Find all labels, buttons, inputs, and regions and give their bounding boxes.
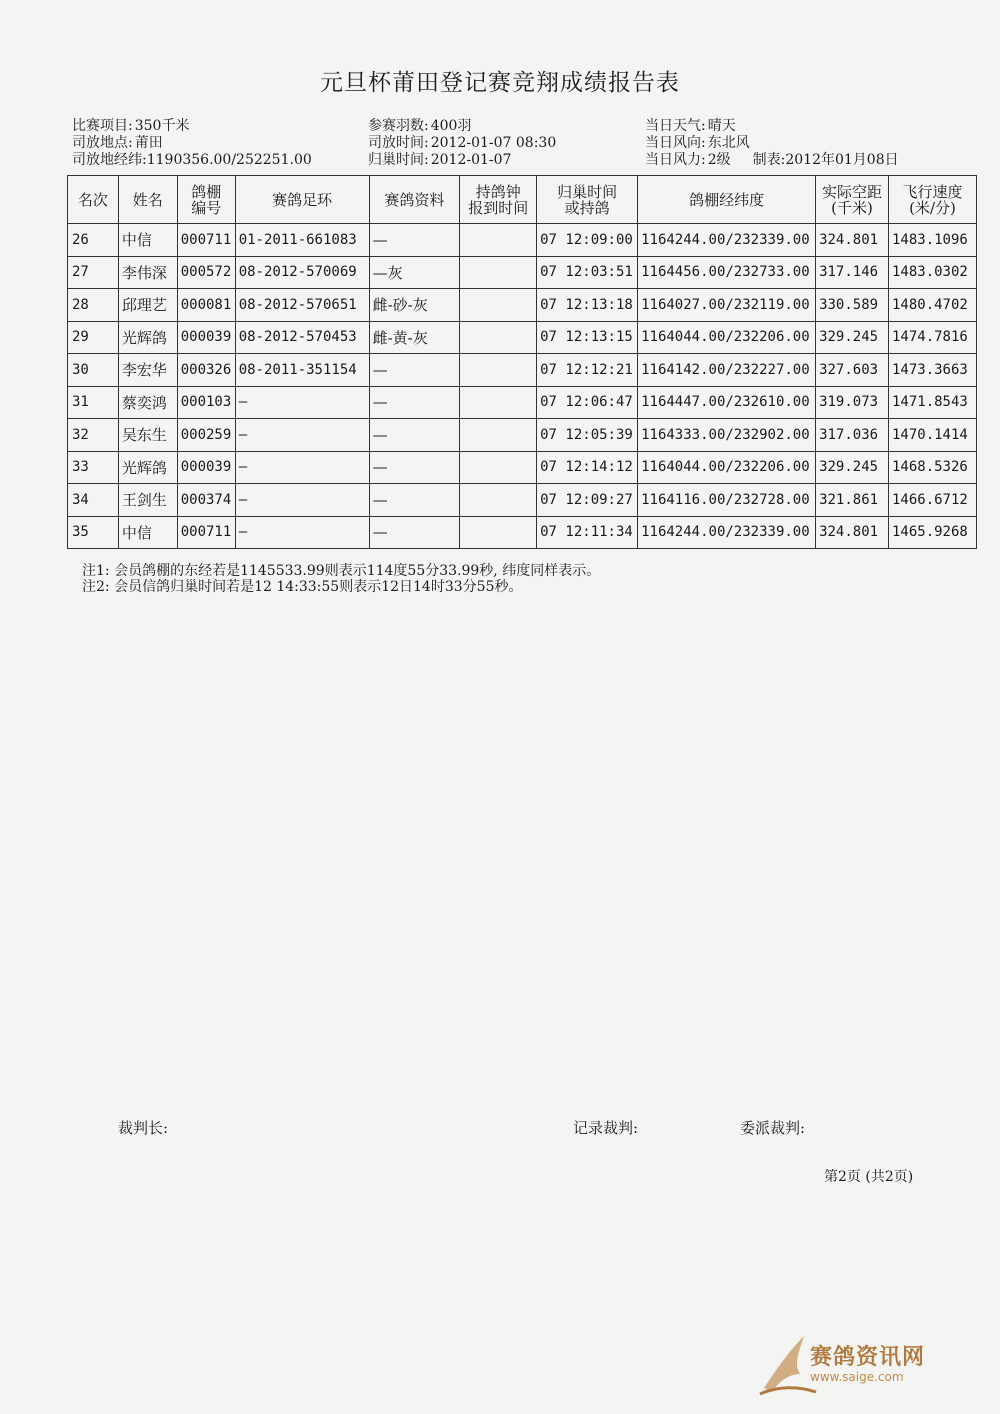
- results-table: [67, 175, 977, 549]
- meta-right-block: [645, 118, 899, 169]
- meta-mid-block: [368, 118, 556, 169]
- meta-wind-direction: 当日风向: 东北风: [645, 135, 750, 151]
- meta-release-place-value: 莆田: [134, 135, 163, 151]
- meta-return-time-value: 2012-01-07: [430, 152, 512, 168]
- meta-made-label: 制表:: [752, 152, 786, 168]
- meta-weather: 当日天气: 晴天: [645, 118, 736, 134]
- watermark-url: www.saige.com: [810, 1370, 904, 1384]
- table-row: 26 中信 000711 01-2011-661083 — 07 12:09:00 1164244.00/232339.00 324.801 1483.1096: [68, 224, 977, 257]
- col-info: 赛鸽资料: [369, 176, 460, 224]
- table-row: 29 光辉鸽 000039 08-2012-570453 雌-黄-灰 07 12:13:15 1164044.00/232206.00 329.245 1474.7816: [68, 321, 977, 354]
- meta-release-time: 司放时间: 2012-01-07 08:30: [368, 135, 557, 151]
- meta-event-value: 350千米: [134, 118, 190, 134]
- meta-wind-force: 当日风力: 2级 制表:2012年01月08日: [645, 152, 899, 168]
- col-speed: 飞行速度 (米/分): [888, 176, 976, 224]
- col-coords: 鸽棚经纬度: [638, 176, 816, 224]
- col-name: 姓名: [118, 176, 177, 224]
- table-row: 28 邱理艺 000081 08-2012-570651 雌-砂-灰 07 12:13:18 1164027.00/232119.00 330.589 1480.4702: [68, 289, 977, 322]
- report-title: 元旦杯莆田登记赛竞翔成绩报告表: [320, 70, 680, 96]
- notes-block: [82, 563, 600, 595]
- signature-record-judge: 记录裁判:: [573, 1119, 639, 1137]
- meta-event: 比赛项目: 350千米: [72, 118, 190, 134]
- table-row: 33 光辉鸽 000039 — — 07 12:14:12 1164044.00/232206.00 329.245 1468.5326: [68, 451, 977, 484]
- note-1: 注1: 会员鸽棚的东经若是1145533.99则表示114度55分33.99秒, 纬度同样表示。: [82, 563, 601, 579]
- watermark-brand: 赛鸽资讯网: [810, 1345, 926, 1370]
- table-row: 35 中信 000711 — — 07 12:11:34 1164244.00/232339.00 324.801 1465.9268: [68, 516, 977, 549]
- col-loft-no: 鸽棚 编号: [177, 176, 235, 224]
- meta-left-block: [72, 118, 312, 169]
- meta-release-time-value: 2012-01-07 08:30: [430, 135, 557, 151]
- page-number: 第2页 (共2页): [824, 1169, 914, 1185]
- table-row: 34 王剑生 000374 — — 07 12:09:27 1164116.00/232728.00 321.861 1466.6712: [68, 484, 977, 517]
- meta-made-value: 2012年01月08日: [785, 152, 899, 168]
- col-rank: 名次: [68, 176, 119, 224]
- col-return: 归巢时间 或持鸽: [537, 176, 638, 224]
- meta-wind-direction-value: 东北风: [707, 135, 750, 151]
- meta-weather-value: 晴天: [707, 118, 736, 134]
- meta-release-coords-value: 1190356.00/252251.00: [146, 152, 312, 168]
- meta-release-coords: 司放地经纬:1190356.00/252251.00: [72, 152, 312, 168]
- pigeon-logo-icon: [758, 1330, 818, 1400]
- meta-entries: 参赛羽数: 400羽: [368, 118, 472, 134]
- signature-delegate-judge: 委派裁判:: [740, 1119, 806, 1137]
- table-row: 31 蔡奕鸿 000103 — — 07 12:06:47 1164447.00/232610.00 319.073 1471.8543: [68, 386, 977, 419]
- meta-release-place: 司放地点: 莆田: [72, 135, 163, 151]
- table-row: 30 李宏华 000326 08-2011-351154 — 07 12:12:21 1164142.00/232227.00 327.603 1473.3663: [68, 354, 977, 387]
- meta-return-time: 归巢时间: 2012-01-07: [368, 152, 512, 168]
- table-header-row: [68, 176, 977, 224]
- signature-chief-judge: 裁判长:: [118, 1119, 169, 1137]
- col-ring: 赛鸽足环: [235, 176, 369, 224]
- table-row: 27 李伟深 000572 08-2012-570069 —灰 07 12:03:51 1164456.00/232733.00 317.146 1483.0302: [68, 256, 977, 289]
- col-clock: 持鸽钟 报到时间: [460, 176, 537, 224]
- table-row: 32 吴东生 000259 — — 07 12:05:39 1164333.00/232902.00 317.036 1470.1414: [68, 419, 977, 452]
- col-distance: 实际空距 (千米): [816, 176, 889, 224]
- meta-wind-force-value: 2级: [707, 152, 731, 168]
- watermark-logo: [758, 1330, 968, 1400]
- note-2: 注2: 会员信鸽归巢时间若是12 14:33:55则表示12日14时33分55秒。: [82, 579, 523, 595]
- meta-entries-value: 400羽: [430, 118, 472, 134]
